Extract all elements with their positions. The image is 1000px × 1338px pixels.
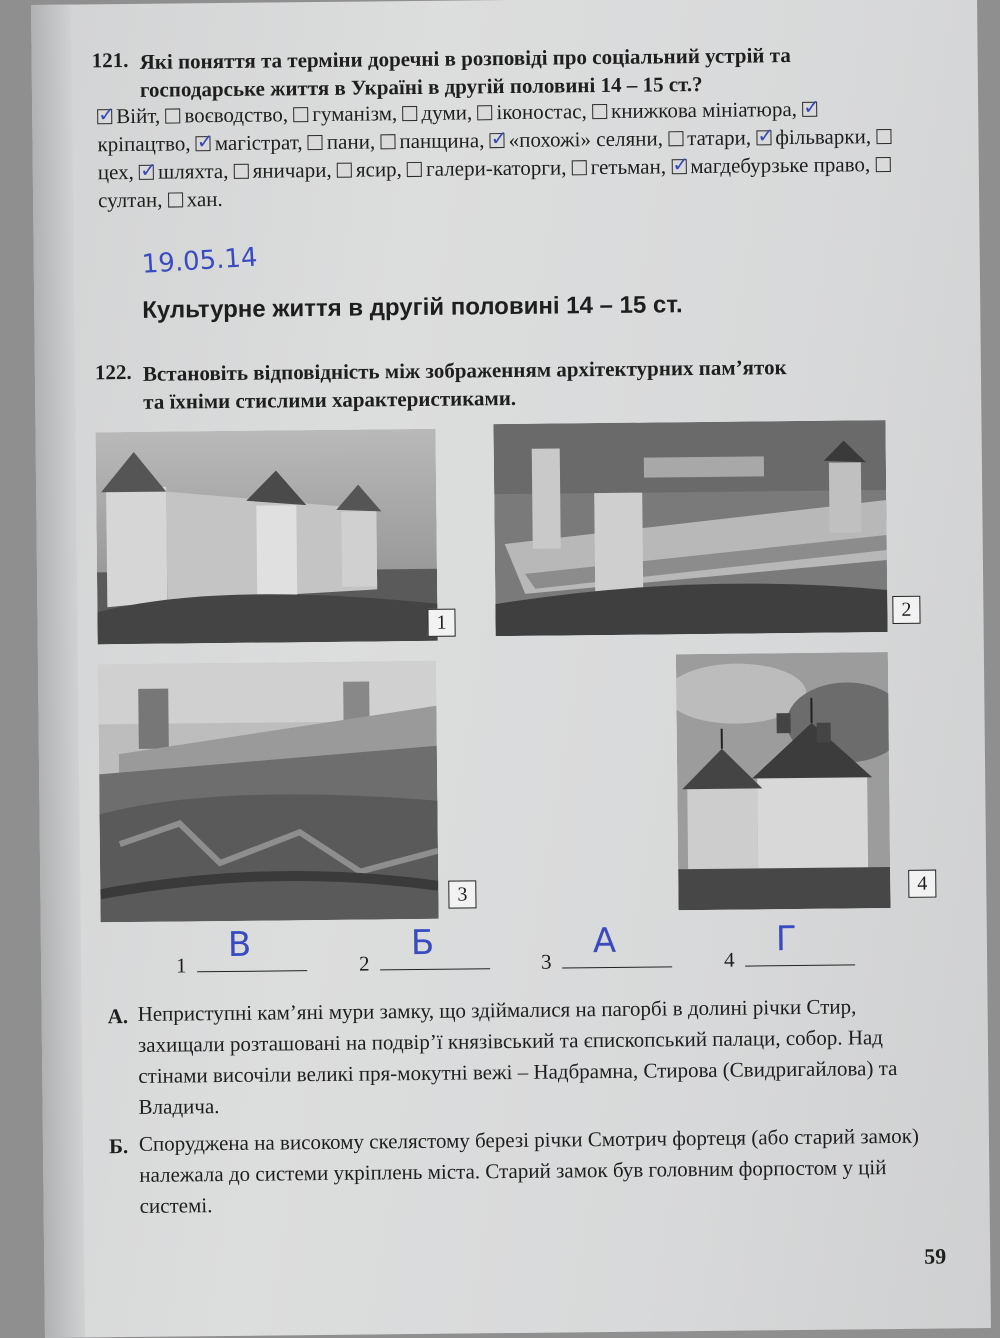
- term-checkbox[interactable]: [196, 136, 211, 151]
- term-item: [402, 100, 472, 125]
- answer-number: 3: [541, 950, 552, 974]
- term-item: [97, 104, 160, 129]
- handwritten-answer: Б: [411, 923, 435, 963]
- castle-photo-icon: [96, 429, 438, 645]
- photo-2-badge: 2: [892, 596, 920, 624]
- term-item: [592, 97, 797, 123]
- term-label: пани,: [327, 129, 376, 154]
- term-checkbox[interactable]: [572, 160, 587, 175]
- term-label: фільварки,: [775, 124, 871, 149]
- term-item: [165, 102, 288, 127]
- page-number: 59: [924, 1243, 946, 1269]
- term-label: татари,: [687, 125, 751, 150]
- term-checkbox[interactable]: [477, 105, 492, 120]
- answer-line[interactable]: [562, 952, 672, 968]
- term-item: [337, 157, 402, 182]
- church-photo-icon: [676, 652, 891, 910]
- term-checkbox[interactable]: [668, 131, 683, 146]
- photo-4: [676, 652, 891, 910]
- term-checkbox[interactable]: [380, 134, 395, 149]
- term-checkbox[interactable]: [165, 108, 180, 123]
- term-item: [756, 124, 871, 149]
- term-label: книжкова мініатюра,: [611, 97, 797, 123]
- term-checkbox[interactable]: [592, 104, 607, 119]
- handwritten-answer: В: [228, 925, 252, 965]
- answer-number: 4: [724, 948, 735, 972]
- photo-1: [96, 429, 438, 645]
- term-item: [168, 187, 223, 212]
- term-label: воєводство,: [184, 102, 288, 127]
- term-checkbox[interactable]: [234, 164, 249, 179]
- term-checkbox[interactable]: [337, 163, 352, 178]
- task-122-question-line1: Встановіть відповідність між зображенням архітектурних пам’яток: [143, 353, 787, 388]
- handwritten-answer: А: [593, 921, 617, 961]
- term-checkbox[interactable]: [802, 102, 817, 117]
- term-item: [196, 130, 303, 155]
- term-label: цех,: [98, 160, 134, 184]
- answer-line[interactable]: [380, 954, 490, 970]
- term-label: султан,: [98, 188, 163, 213]
- term-label: магістрат,: [215, 130, 303, 155]
- term-checkbox[interactable]: [407, 162, 422, 177]
- term-item: [234, 158, 332, 183]
- term-label: Війт,: [116, 104, 160, 128]
- photo-4-badge: 4: [908, 870, 936, 898]
- term-item: [139, 159, 229, 184]
- option-b-letter: Б.: [109, 1134, 128, 1159]
- term-label: думи,: [421, 100, 472, 125]
- term-checkbox[interactable]: [139, 165, 154, 180]
- term-item: [407, 155, 567, 181]
- term-checkbox[interactable]: [876, 129, 891, 144]
- term-label: ясир,: [356, 157, 402, 181]
- term-checkbox[interactable]: [671, 159, 686, 174]
- task-122-question-line2: та їхніми стислими характеристиками.: [143, 384, 516, 416]
- term-label: шляхта,: [158, 159, 229, 184]
- photo-3-badge: 3: [448, 880, 476, 908]
- term-label: панщина,: [399, 128, 484, 153]
- answer-number: 1: [176, 953, 187, 977]
- section-heading: Культурне життя в другій половині 14 – 15 ст.: [142, 291, 683, 325]
- term-label: хан.: [187, 187, 223, 211]
- handwritten-date: 19.05.14: [141, 243, 258, 280]
- page-fold-shadow: [31, 5, 85, 1338]
- term-checkbox[interactable]: [97, 109, 112, 124]
- term-item: [308, 129, 376, 154]
- task-121-question-line1: Які поняття та терміни доречні в розповіді про соціальний устрій та: [140, 41, 791, 76]
- term-checkbox[interactable]: [293, 107, 308, 122]
- term-label: яничари,: [253, 158, 332, 183]
- term-checkbox[interactable]: [490, 133, 505, 148]
- photo-3: [98, 661, 439, 923]
- photo-1-badge: 1: [427, 609, 455, 637]
- term-checkbox[interactable]: [308, 135, 323, 150]
- castle-photo-icon: [493, 420, 887, 636]
- option-b-text: Споруджена на високому скелястому березі річки Смотрич фортеця (або старий замок) належала до системи укріплень міста. Старий замок був головним форпостом у цій системі.: [139, 1120, 950, 1221]
- term-label: галери-каторги,: [426, 155, 567, 180]
- option-a-letter: А.: [108, 1004, 129, 1029]
- term-label: кріпацтво,: [97, 131, 190, 156]
- term-label: іконостас,: [496, 99, 587, 124]
- term-checkbox[interactable]: [875, 157, 890, 172]
- term-item: [572, 154, 667, 179]
- term-label: «похожі» селяни,: [509, 126, 663, 152]
- answer-line[interactable]: [744, 950, 854, 966]
- castle-photo-icon: [98, 661, 439, 923]
- photo-2: [493, 420, 887, 636]
- workbook-page: [31, 0, 991, 1338]
- terms-checklist: [97, 94, 898, 214]
- term-label: магдебурзьке право,: [690, 152, 870, 178]
- term-item: [380, 128, 484, 153]
- term-item: [477, 99, 587, 124]
- answer-line[interactable]: [197, 956, 307, 972]
- option-a-text: Неприступні кам’яні мури замку, що здіймалися на пагорбі в долині річки Стир, захищали розташовані на подвір’ї князівський та єпископський палаци, собор. Над стінами височіли великі пря-мокутні вежі – Надбрамна, Стирова (Свидригайлова) та Владича.: [137, 990, 948, 1122]
- task-121-question-line2: господарське життя в Україні в другій половині 14 – 15 ст.?: [140, 70, 703, 104]
- answer-number: 2: [359, 951, 370, 975]
- term-item: [293, 101, 397, 126]
- term-checkbox[interactable]: [168, 192, 183, 207]
- term-item: [490, 126, 663, 152]
- term-checkbox[interactable]: [402, 106, 417, 121]
- task-121-number: 121.: [92, 48, 129, 73]
- answers-row: [31, 0, 977, 5]
- term-item: [668, 125, 751, 150]
- term-item: [671, 152, 870, 178]
- term-label: гетьман,: [591, 154, 667, 179]
- term-label: гуманізм,: [312, 101, 397, 126]
- handwritten-answer: Г: [776, 919, 797, 959]
- term-checkbox[interactable]: [756, 130, 771, 145]
- task-122-number: 122.: [95, 360, 132, 385]
